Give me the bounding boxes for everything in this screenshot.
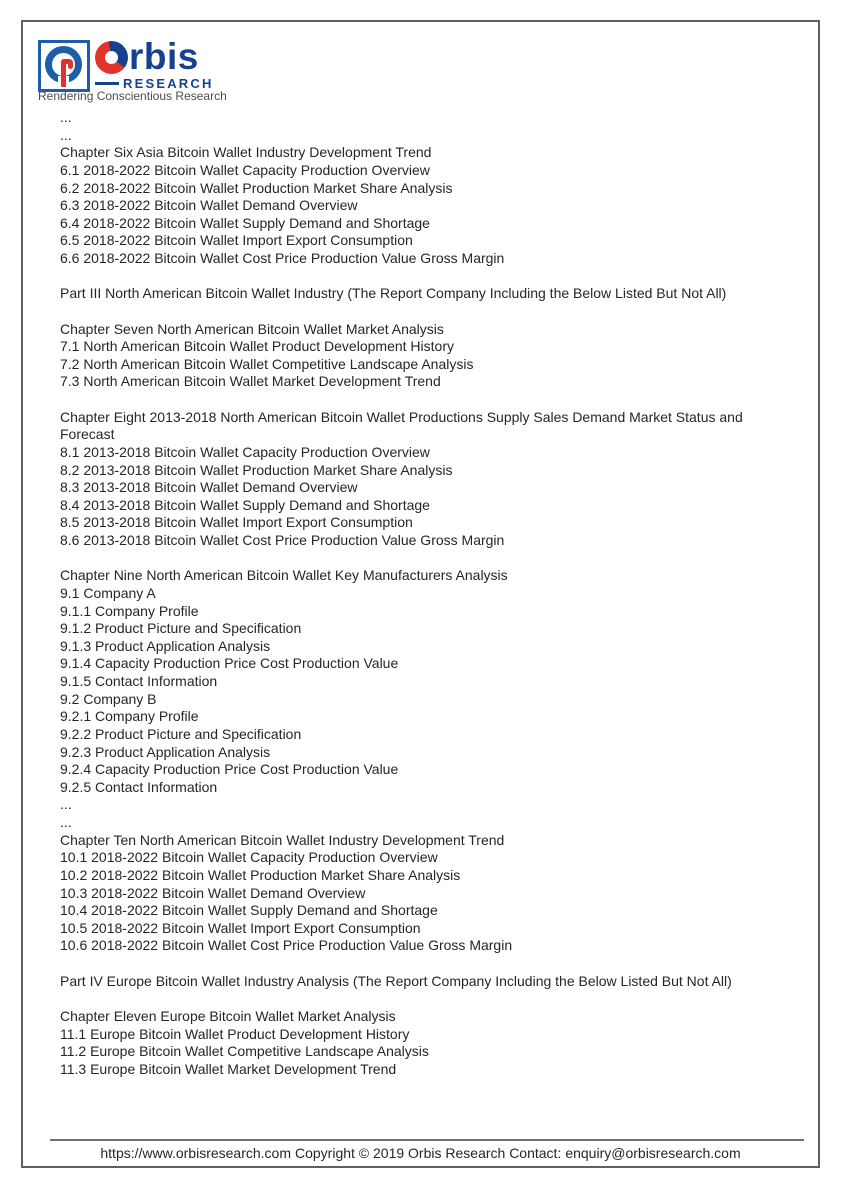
toc-line: 9.2.3 Product Application Analysis (60, 743, 271, 760)
toc-line: Chapter Eight 2013-2018 North American Bitcoin Wallet Productions Supply Sales Demand Market Status and Forecast (60, 408, 743, 443)
toc-line (60, 268, 760, 286)
toc-line: ... (60, 109, 72, 125)
toc-line: 8.3 2013-2018 Bitcoin Wallet Demand Overview (60, 479, 358, 496)
toc-line: 6.3 2018-2022 Bitcoin Wallet Demand Overview (60, 197, 358, 214)
footer-divider (50, 1139, 804, 1141)
orbis-research-logo (38, 36, 318, 110)
toc-line: 10.4 2018-2022 Bitcoin Wallet Supply Demand and Shortage (60, 902, 438, 919)
toc-line: 9.1.3 Product Application Analysis (60, 637, 271, 654)
toc-line: Part IV Europe Bitcoin Wallet Industry Analysis (The Report Company Including the Below Listed But Not All) (60, 972, 732, 989)
toc-line: 8.4 2013-2018 Bitcoin Wallet Supply Demand and Shortage (60, 496, 430, 513)
toc-line: ... (60, 814, 72, 830)
toc-line: 9.1.1 Company Profile (60, 602, 199, 619)
footer-copyright: Copyright © 2019 Orbis Research Contact: (295, 1145, 562, 1161)
brand-o-mark-hole (105, 51, 118, 64)
toc-line: 9.2.2 Product Picture and Specification (60, 725, 302, 742)
toc-line: 6.4 2018-2022 Bitcoin Wallet Supply Demand and Shortage (60, 214, 430, 231)
toc-line: 9.2 Company B (60, 690, 157, 707)
toc-line: 7.3 North American Bitcoin Wallet Market Development Trend (60, 373, 441, 390)
toc-line: 10.6 2018-2022 Bitcoin Wallet Cost Price Production Value Gross Margin (60, 937, 513, 954)
toc-line: 6.2 2018-2022 Bitcoin Wallet Production Market Share Analysis (60, 179, 453, 196)
logo-r-glyph-tick (68, 62, 73, 69)
brand-o-mark-icon (95, 41, 128, 74)
brand-tagline: Rendering Conscientious Research (38, 89, 227, 103)
toc-line (60, 303, 760, 321)
toc-line: 6.6 2018-2022 Bitcoin Wallet Cost Price Production Value Gross Margin (60, 250, 505, 266)
toc-line (60, 550, 760, 568)
toc-line: 7.2 North American Bitcoin Wallet Competitive Landscape Analysis (60, 355, 474, 372)
toc-line: Chapter Seven North American Bitcoin Wallet Market Analysis (60, 320, 444, 337)
toc-line: Chapter Eleven Europe Bitcoin Wallet Market Analysis (60, 1007, 396, 1024)
toc-line: 11.3 Europe Bitcoin Wallet Market Development Trend (60, 1060, 397, 1077)
orbis-logo-icon (38, 40, 90, 92)
footer-email-link[interactable]: enquiry@orbisresearch.com (565, 1145, 741, 1161)
toc-line: 9.1.5 Contact Information (60, 673, 218, 689)
toc-lines (60, 109, 760, 1078)
toc-line: 9.1.4 Capacity Production Price Cost Production Value (60, 655, 399, 672)
toc-line: 7.1 North American Bitcoin Wallet Product Development History (60, 338, 454, 355)
brand-subtitle-text: RESEARCH (123, 76, 214, 91)
toc-line: 11.2 Europe Bitcoin Wallet Competitive Landscape Analysis (60, 1043, 429, 1060)
toc-line: 10.2 2018-2022 Bitcoin Wallet Production Market Share Analysis (60, 866, 461, 883)
toc-line: Chapter Six Asia Bitcoin Wallet Industry Development Trend (60, 144, 432, 161)
toc-line: 9.2.5 Contact Information (60, 778, 218, 795)
toc-line: 11.1 Europe Bitcoin Wallet Product Development History (60, 1025, 410, 1042)
toc-line: 10.3 2018-2022 Bitcoin Wallet Demand Overview (60, 884, 366, 901)
toc-line: 8.5 2013-2018 Bitcoin Wallet Import Export Consumption (60, 514, 413, 531)
toc-line: 8.6 2013-2018 Bitcoin Wallet Cost Price Production Value Gross Margin (60, 532, 505, 548)
brand-subtitle-bar (95, 82, 119, 85)
toc-line: 6.5 2018-2022 Bitcoin Wallet Import Export Consumption (60, 232, 413, 249)
toc-line: 9.2.1 Company Profile (60, 708, 199, 725)
toc-line (60, 990, 760, 1008)
toc-line: 9.2.4 Capacity Production Price Cost Production Value (60, 761, 399, 778)
toc-line: ... (60, 126, 72, 143)
brand-name-text: rbis (129, 36, 199, 77)
footer-text (21, 1145, 820, 1161)
toc-line: ... (60, 796, 72, 813)
toc-line: 9.1 Company A (60, 584, 156, 601)
toc-line: Part III North American Bitcoin Wallet Industry (The Report Company Including the Below Listed But Not All) (60, 285, 727, 302)
toc-line: 6.1 2018-2022 Bitcoin Wallet Capacity Production Overview (60, 161, 430, 178)
brand-wordmark (95, 36, 199, 77)
toc-line: Chapter Ten North American Bitcoin Wallet Industry Development Trend (60, 831, 505, 848)
toc-line (60, 391, 760, 409)
footer-url-link[interactable]: https://www.orbisresearch.com (100, 1145, 291, 1161)
toc-line (60, 955, 760, 973)
toc-line: 8.2 2013-2018 Bitcoin Wallet Production Market Share Analysis (60, 461, 453, 478)
toc-line: Chapter Nine North American Bitcoin Wallet Key Manufacturers Analysis (60, 567, 508, 584)
toc-line: 10.1 2018-2022 Bitcoin Wallet Capacity Production Overview (60, 849, 438, 866)
toc-line: 8.1 2013-2018 Bitcoin Wallet Capacity Production Overview (60, 443, 430, 460)
toc-line: 10.5 2018-2022 Bitcoin Wallet Import Export Consumption (60, 919, 421, 936)
toc-line: 9.1.2 Product Picture and Specification (60, 620, 302, 637)
